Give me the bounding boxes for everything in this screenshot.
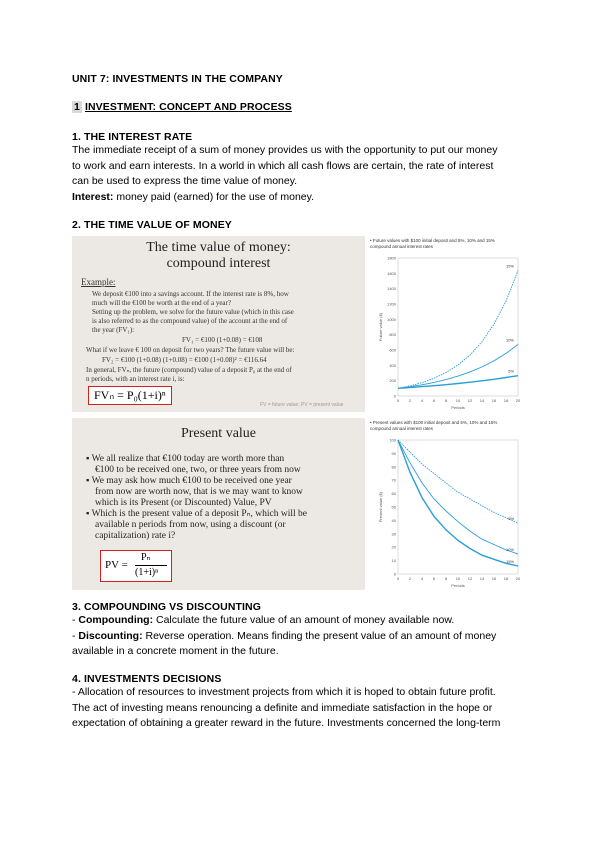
plot-area <box>398 440 518 574</box>
plot-area <box>398 258 518 396</box>
x-tick-label: 18 <box>503 576 509 581</box>
x-tick-label: 14 <box>479 398 485 403</box>
x-tick-label: 18 <box>503 398 509 403</box>
heading-investment-decisions: 4. INVESTMENTS DECISIONS <box>72 673 222 685</box>
x-tick-label: 20 <box>515 398 521 403</box>
compounding-text: Calculate the future value of an amount of money available now. <box>153 614 455 626</box>
slide2-line: Which is the present value of a deposit Pₙ, which will be <box>91 509 307 519</box>
x-tick-label: 0 <box>396 576 400 581</box>
heading-time-value: 2. THE TIME VALUE OF MONEY <box>72 219 232 231</box>
section-number: 1 <box>74 101 80 113</box>
slide2-bullets <box>86 454 361 542</box>
y-axis-label: Present value ($) <box>378 491 383 523</box>
slide1-example-label: Example: <box>81 277 116 287</box>
slide1-line: Setting up the problem, we solve for the future value (which in this case <box>92 308 294 316</box>
x-tick-label: 4 <box>420 398 424 403</box>
y-tick-label: 1800 <box>387 255 396 261</box>
interest-definition <box>72 190 542 206</box>
present-value-plot <box>376 434 526 592</box>
series-label: 5% <box>508 368 514 374</box>
x-tick-label: 8 <box>444 398 448 403</box>
y-tick-label: 70 <box>391 477 396 483</box>
pv-formula-fraction-bar <box>135 565 167 566</box>
y-tick-label: 100 <box>389 437 396 443</box>
interest-label: Interest: <box>72 190 114 203</box>
interest-text: money paid (earned) for the use of money. <box>113 190 315 203</box>
x-tick-label: 0 <box>396 398 400 403</box>
text-line: can be used to express the time value of money. <box>72 175 298 187</box>
y-tick-label: 800 <box>389 332 396 338</box>
slide1-line: much will the €100 be worth at the end of a year? <box>92 299 231 307</box>
y-tick-label: 0 <box>393 393 396 399</box>
discounting-label: Discounting: <box>78 629 143 642</box>
x-tick-label: 4 <box>420 576 424 581</box>
slide1-bullet <box>92 290 362 335</box>
y-tick-label: 60 <box>391 491 396 497</box>
slide1-line: We deposit €100 into a savings account. If the interest rate is 8%, how <box>92 290 289 298</box>
section-heading <box>72 101 292 113</box>
slide1-fv-formula: FVₙ = P₀(1+i)ⁿ <box>88 386 172 405</box>
x-tick-label: 6 <box>432 576 436 581</box>
y-tick-label: 200 <box>389 378 396 384</box>
slide2-pv-formula <box>100 550 172 582</box>
y-tick-label: 40 <box>391 517 396 523</box>
heading-interest-rate: 1. THE INTEREST RATE <box>72 131 193 143</box>
heading-compounding: 3. COMPOUNDING VS DISCOUNTING <box>72 601 261 613</box>
text-line: to work and earn interests. In a world in which all cash flows are certain, the rate of interest <box>72 159 494 172</box>
x-tick-label: 12 <box>467 576 473 581</box>
text-line: The act of investing means renouncing a definite and immediate satisfaction in the hope or <box>72 701 493 714</box>
x-tick-label: 2 <box>408 576 412 581</box>
y-tick-label: 80 <box>391 464 396 470</box>
series-label: 5% <box>508 516 514 522</box>
y-tick-label: 90 <box>391 450 396 456</box>
slide2-line: We may ask how much €100 to be received one year <box>91 476 292 486</box>
slide1-formula-fv2: FV₂ = €100 (1+0.08) (1+0.08) = €100 (1+0.08)² = €116.64 <box>102 356 267 364</box>
slide1-general-2: n periods, with an interest rate i, is: <box>86 375 185 383</box>
x-tick-label: 16 <box>491 576 497 581</box>
chart1-caption-line1: • Future values with $100 initial deposit and 5%, 10% and 15% <box>370 238 495 243</box>
section-title: INVESTMENT: CONCEPT AND PROCESS <box>84 101 292 113</box>
series-label: 15% <box>505 558 514 564</box>
slide2-line: €100 to be received one, two, or three years from now <box>95 465 301 475</box>
chart2-caption <box>370 420 530 432</box>
x-tick-label: 2 <box>408 398 412 403</box>
slide2-bullet: ▪ We may ask how much €100 to be received one year <box>86 476 292 486</box>
slide1-formula-fv1: FV₁ = €100 (1+0.08) = €108 <box>182 336 263 344</box>
investment-decisions-paragraph <box>72 685 542 732</box>
discounting-line2: available in a concrete moment in the future. <box>72 645 279 657</box>
interest-rate-paragraph <box>72 143 542 205</box>
present-value-chart <box>368 418 530 593</box>
slide-present-value <box>72 418 365 590</box>
slide2-line: available n periods from now, using a discount (or <box>95 520 286 530</box>
x-axis-label: Periods <box>451 583 465 588</box>
compounding-line: - Compounding: Calculate the future value of an amount of money available now. <box>72 614 455 626</box>
slide1-line: the year (FV₁): <box>92 326 135 334</box>
y-tick-label: 1400 <box>387 286 396 292</box>
slide1-two-years: What if we leave € 100 on deposit for two years? The future value will be: <box>86 346 295 354</box>
discounting-text: Reverse operation. Means finding the present value of an amount of money <box>142 629 497 642</box>
y-tick-label: 10 <box>391 558 396 564</box>
text-line: The immediate receipt of a sum of money provides us with the opportunity to put our money <box>72 144 498 156</box>
compounding-label: Compounding: <box>78 614 154 626</box>
slide1-title-line1: The time value of money: <box>146 240 291 255</box>
x-tick-label: 6 <box>432 398 436 403</box>
x-axis-label: Periods <box>451 405 465 410</box>
x-tick-label: 14 <box>479 576 485 581</box>
slide2-line: We all realize that €100 today are worth more than <box>91 454 285 464</box>
x-tick-label: 10 <box>455 576 461 581</box>
y-axis-label: Future value ($) <box>378 312 383 342</box>
pv-formula-lhs: PV = <box>105 559 128 571</box>
pv-formula-denominator: (1+i)ⁿ <box>135 567 159 578</box>
unit-title: UNIT 7: INVESTMENTS IN THE COMPANY <box>72 73 283 85</box>
series-label: 15% <box>505 263 514 269</box>
slide-compound-interest <box>72 236 365 412</box>
chart2-caption-line2: compound annual interest rates <box>370 426 434 431</box>
slide1-title-line2: compound interest <box>166 256 271 271</box>
y-tick-label: 600 <box>389 347 396 353</box>
y-tick-label: 20 <box>391 544 396 550</box>
slide2-line: from now are worth now, that is we may want to know <box>95 487 303 497</box>
chart1-caption-line2: compound annual interest rates <box>370 244 434 249</box>
x-tick-label: 16 <box>491 398 497 403</box>
y-tick-label: 50 <box>391 504 396 510</box>
slide2-line: capitalization) rate i? <box>95 531 176 541</box>
slide1-general-1: In general, FVₙ, the future (compound) value of a deposit P₀ at the end of <box>86 366 292 374</box>
future-value-plot <box>376 252 526 414</box>
discounting-line: - Discounting: Reverse operation. Means finding the present value of an amount of money <box>72 629 497 642</box>
slide2-title: Present value <box>180 426 257 441</box>
y-tick-label: 1200 <box>387 301 396 307</box>
y-tick-label: 400 <box>389 362 396 368</box>
y-tick-label: 0 <box>393 571 396 577</box>
y-tick-label: 1000 <box>387 316 396 322</box>
text-line: expectation of obtaining a greater reward in the future. Investments concerned the long-term <box>72 717 501 729</box>
x-tick-label: 12 <box>467 398 473 403</box>
slide1-line: is also referred to as the compound value) of the account at the end of <box>92 317 288 325</box>
pv-formula-numerator: Pₙ <box>141 552 151 563</box>
y-tick-label: 1600 <box>387 270 396 276</box>
x-tick-label: 10 <box>455 398 461 403</box>
series-label: 10% <box>505 546 514 552</box>
x-tick-label: 8 <box>444 576 448 581</box>
y-tick-label: 30 <box>391 531 396 537</box>
compounding-paragraph <box>72 613 542 660</box>
future-value-chart <box>368 236 530 416</box>
text-line: - Allocation of resources to investment projects from which it is hoped to obtain future profit. <box>72 686 496 698</box>
series-label: 10% <box>505 337 514 343</box>
chart2-caption-line1: • Present values with $100 initial deposit and 5%, 10% and 15% <box>370 420 498 425</box>
slide1-footer: FV = future value; PV = present value <box>260 402 344 408</box>
slide2-bullet: ▪ We all realize that €100 today are worth more than <box>86 454 285 464</box>
slide2-bullet: ▪ Which is the present value of a deposit Pₙ, which will be <box>86 509 307 519</box>
slide2-line: which is its Present (or Discounted) Value, PV <box>95 498 272 508</box>
chart1-caption <box>370 238 530 250</box>
x-tick-label: 20 <box>515 576 521 581</box>
